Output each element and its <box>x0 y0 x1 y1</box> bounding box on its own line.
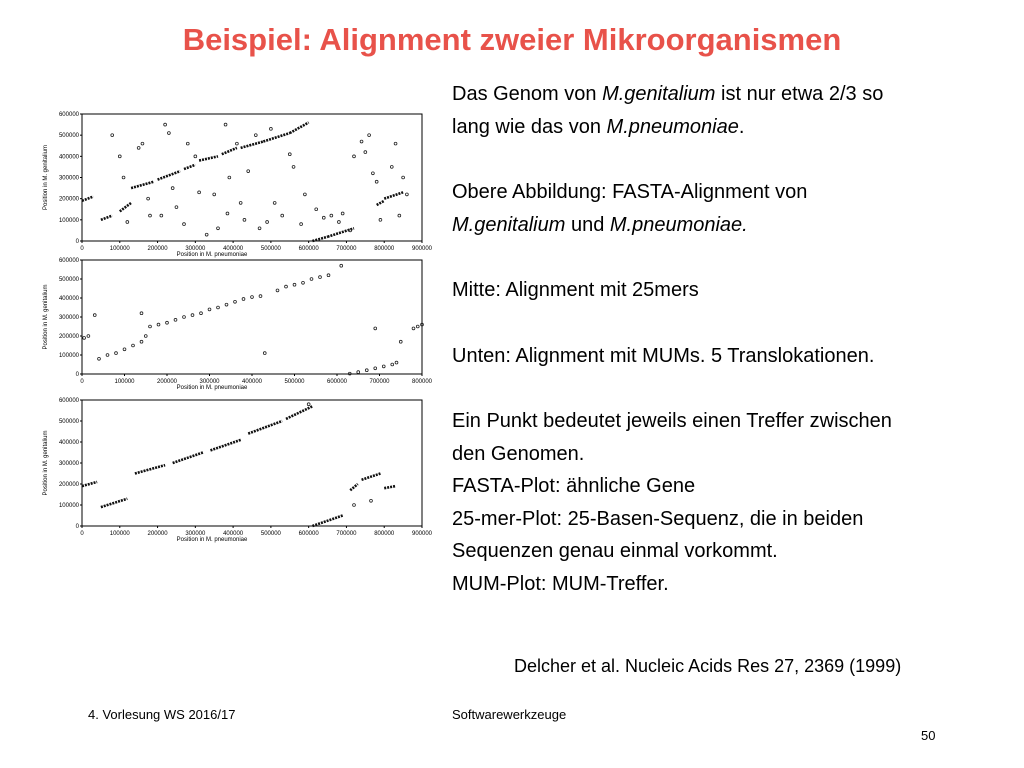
match-point <box>157 323 160 326</box>
reference: Delcher et al. Nucleic Acids Res 27, 2369 (1999) <box>514 656 902 676</box>
match-point <box>416 325 419 328</box>
x-tick-label: 800000 <box>374 531 395 537</box>
text-line <box>452 274 992 307</box>
species-name: M.pneumoniae. <box>609 213 748 236</box>
match-point <box>405 193 408 196</box>
match-point <box>353 504 356 507</box>
x-tick-label: 800000 <box>374 246 395 252</box>
alignment-segment <box>241 142 264 148</box>
x-tick-label: 0 <box>80 531 84 537</box>
x-tick-label: 200000 <box>147 531 168 537</box>
match-point <box>147 197 150 200</box>
match-point <box>174 318 177 321</box>
match-point <box>164 123 167 126</box>
footer-title: Softwarewerkzeuge <box>452 707 567 722</box>
x-tick-label: 200000 <box>147 246 168 252</box>
species-name: M.pneumoniae <box>606 115 739 138</box>
x-tick-label: 500000 <box>284 379 305 385</box>
y-tick-label: 400000 <box>58 440 79 446</box>
match-point <box>402 176 405 179</box>
match-point <box>83 337 86 340</box>
x-tick-label: 400000 <box>241 379 263 385</box>
match-point <box>293 283 296 286</box>
match-point <box>254 134 257 137</box>
x-tick-label: 0 <box>80 379 84 385</box>
species-name: M.genitalium <box>602 83 716 105</box>
y-tick-label: 0 <box>75 372 79 378</box>
match-point <box>391 363 394 366</box>
match-point <box>395 361 398 364</box>
alignment-segment <box>362 474 381 480</box>
text-line <box>452 568 992 601</box>
match-point <box>243 218 246 221</box>
match-point <box>217 227 220 230</box>
alignment-segment <box>135 465 165 473</box>
alignment-segment <box>82 482 97 486</box>
match-point <box>111 134 114 137</box>
match-point <box>340 264 343 267</box>
match-point <box>341 212 344 215</box>
match-point <box>132 344 135 347</box>
match-point <box>310 278 313 281</box>
alignment-segment <box>350 484 358 490</box>
y-tick-label: 100000 <box>58 503 79 509</box>
match-point <box>247 170 250 173</box>
y-tick-label: 0 <box>75 239 79 245</box>
text-run: und <box>565 213 610 236</box>
match-point <box>300 223 303 226</box>
alignment-segment <box>210 440 240 451</box>
text-run: Das Genom von <box>452 83 603 105</box>
y-axis-label: Position in M. genitalium <box>43 284 49 350</box>
text-line <box>452 405 992 438</box>
match-point <box>144 335 147 338</box>
match-point <box>226 212 229 215</box>
y-tick-label: 200000 <box>58 334 79 340</box>
match-point <box>276 289 279 292</box>
x-tick-label: 300000 <box>185 531 206 537</box>
y-tick-label: 600000 <box>58 258 79 264</box>
paragraph-gap <box>452 307 992 340</box>
match-point <box>292 166 295 169</box>
text-run: Ein Punkt bedeutet jeweils einen Treffer zwischen <box>452 410 892 432</box>
alignment-segment <box>184 165 195 169</box>
x-tick-label: 100000 <box>109 246 130 252</box>
match-point <box>87 335 90 338</box>
alignment-segment <box>158 171 181 179</box>
dotplot-panels <box>40 108 450 544</box>
y-tick-label: 300000 <box>58 315 79 321</box>
match-point <box>263 352 266 355</box>
alignment-segment <box>384 486 395 488</box>
match-point <box>183 223 186 226</box>
x-tick-label: 400000 <box>223 531 244 537</box>
match-point <box>140 340 143 343</box>
match-point <box>122 176 125 179</box>
x-tick-label: 800000 <box>411 379 433 385</box>
match-point <box>382 365 385 368</box>
alignment-segment <box>290 122 309 133</box>
x-tick-label: 400000 <box>223 246 244 252</box>
match-point <box>149 325 152 328</box>
match-point <box>225 303 228 306</box>
plot-frame <box>82 400 422 526</box>
match-point <box>149 214 152 217</box>
match-point <box>375 180 378 183</box>
match-point <box>269 127 272 130</box>
match-point <box>390 166 393 169</box>
alignment-segment <box>286 406 312 419</box>
alignment-segment <box>82 197 93 201</box>
match-point <box>288 153 291 156</box>
match-point <box>115 352 118 355</box>
match-point <box>118 155 121 158</box>
match-point <box>266 221 269 224</box>
paragraph-gap <box>452 241 992 274</box>
match-point <box>171 187 174 190</box>
text-line <box>452 438 992 471</box>
match-point <box>167 132 170 135</box>
match-point <box>365 369 368 372</box>
dotplot-panel-3 <box>43 398 433 543</box>
match-point <box>183 316 186 319</box>
y-tick-label: 500000 <box>58 419 79 425</box>
y-tick-label: 200000 <box>58 482 79 488</box>
y-tick-label: 600000 <box>58 398 79 404</box>
alignment-segment <box>328 228 354 236</box>
dotplot-panel-1 <box>43 112 433 258</box>
match-point <box>234 300 237 303</box>
x-tick-label: 900000 <box>411 246 433 252</box>
x-axis-label: Position in M. pneumoniae <box>176 252 248 258</box>
alignment-segment <box>120 203 131 211</box>
x-tick-label: 0 <box>80 246 84 252</box>
match-point <box>330 214 333 217</box>
alignment-segment <box>222 148 237 154</box>
match-point <box>302 281 305 284</box>
match-point <box>123 348 126 351</box>
match-point <box>259 295 262 298</box>
text-run: . <box>738 115 745 138</box>
text-line <box>452 535 992 568</box>
y-tick-label: 100000 <box>58 217 79 224</box>
match-point <box>224 123 227 126</box>
alignment-segment <box>248 421 282 434</box>
match-point <box>353 155 356 158</box>
y-tick-label: 100000 <box>58 353 79 359</box>
match-point <box>315 208 318 211</box>
match-point <box>205 233 208 236</box>
description-text <box>452 78 992 600</box>
alignment-segment <box>173 453 203 464</box>
match-point <box>166 321 169 324</box>
alignment-segment <box>263 133 289 141</box>
match-point <box>200 312 203 315</box>
x-tick-label: 300000 <box>199 379 220 385</box>
match-point <box>398 214 401 217</box>
text-run: Sequenzen genau einmal vorkommt. <box>452 540 778 562</box>
match-point <box>364 151 367 154</box>
text-run: ist nur etwa 2/3 so <box>715 83 884 105</box>
match-point <box>322 216 325 219</box>
match-point <box>251 296 254 299</box>
text-run: den Genomen. <box>452 442 585 465</box>
alignment-segment <box>101 499 127 507</box>
text-run: MUM-Plot: MUM-Treffer. <box>452 572 669 595</box>
x-tick-label: 600000 <box>326 379 348 385</box>
x-tick-label: 300000 <box>185 246 206 252</box>
y-tick-label: 200000 <box>58 196 79 203</box>
species-name: M.genitalium <box>452 213 566 236</box>
plot-frame <box>82 114 422 241</box>
match-point <box>208 308 211 311</box>
text-line <box>452 176 992 209</box>
match-point <box>235 142 238 145</box>
match-point <box>137 146 140 149</box>
y-tick-label: 500000 <box>58 277 79 283</box>
match-point <box>141 142 144 145</box>
alignment-segment <box>384 192 403 198</box>
y-axis-label: Position in M. genitalium <box>43 144 49 211</box>
match-point <box>228 176 231 179</box>
text-line <box>452 111 992 144</box>
match-point <box>394 142 397 145</box>
match-point <box>337 221 340 224</box>
x-tick-label: 100000 <box>114 379 135 385</box>
match-point <box>191 314 194 317</box>
match-point <box>98 357 101 360</box>
match-point <box>93 314 96 317</box>
match-point <box>360 140 363 143</box>
alignment-segment <box>312 516 342 527</box>
x-tick-label: 700000 <box>336 531 357 537</box>
match-point <box>307 403 310 406</box>
x-tick-label: 500000 <box>260 246 281 252</box>
match-point <box>106 354 109 357</box>
text-line <box>452 78 992 111</box>
footer-course: 4. Vorlesung WS 2016/17 <box>88 707 236 722</box>
dotplot-figure <box>40 108 450 549</box>
y-tick-label: 600000 <box>58 112 79 118</box>
match-point <box>368 134 371 137</box>
match-point <box>370 499 373 502</box>
match-point <box>213 193 216 196</box>
match-point <box>198 191 201 194</box>
text-run: Mitte: Alignment mit 25mers <box>452 279 699 301</box>
text-run: lang wie das von <box>452 115 607 138</box>
match-point <box>160 214 163 217</box>
alignment-segment <box>312 237 327 241</box>
match-point <box>242 298 245 301</box>
match-point <box>258 227 261 230</box>
match-point <box>186 142 189 145</box>
alignment-segment <box>101 216 112 220</box>
x-tick-label: 700000 <box>336 246 357 252</box>
text-run: Obere Abbildung: FASTA-Alignment von <box>452 181 808 203</box>
text-run: 25-mer-Plot: 25-Basen-Sequenz, die in beiden <box>452 507 864 530</box>
plot-frame <box>82 260 422 374</box>
x-tick-label: 200000 <box>156 379 178 385</box>
y-tick-label: 300000 <box>58 461 79 467</box>
x-axis-label: Position in M. pneumoniae <box>176 537 248 543</box>
x-axis-label: Position in M. pneumoniae <box>176 385 248 391</box>
alignment-segment <box>199 156 218 160</box>
text-line <box>452 209 992 242</box>
alignment-segment <box>377 201 385 205</box>
x-tick-label: 900000 <box>411 531 433 537</box>
text-line <box>452 470 992 503</box>
match-point <box>374 327 377 330</box>
alignment-segment <box>131 182 154 188</box>
match-point <box>281 214 284 217</box>
x-tick-label: 600000 <box>298 531 319 537</box>
y-tick-label: 500000 <box>58 133 79 140</box>
match-point <box>374 367 377 370</box>
match-point <box>379 218 382 221</box>
match-point <box>327 274 330 277</box>
y-tick-label: 300000 <box>58 175 79 182</box>
y-tick-label: 0 <box>75 524 79 530</box>
match-point <box>357 371 360 374</box>
paragraph-gap <box>452 372 992 405</box>
text-line <box>452 503 992 536</box>
match-point <box>412 327 415 330</box>
x-tick-label: 600000 <box>298 246 319 252</box>
y-tick-label: 400000 <box>58 154 79 161</box>
match-point <box>319 276 322 279</box>
match-point <box>175 206 178 209</box>
y-axis-label: Position in M. genitalium <box>43 430 49 496</box>
x-tick-label: 700000 <box>369 379 390 385</box>
paragraph-gap <box>452 143 992 176</box>
text-run: Unten: Alignment mit MUMs. 5 Translokationen. <box>452 344 875 367</box>
match-point <box>126 221 129 224</box>
match-point <box>303 193 306 196</box>
match-point <box>399 340 402 343</box>
text-run: FASTA-Plot: ähnliche Gene <box>452 475 696 497</box>
match-point <box>273 202 276 205</box>
slide-title: Beispiel: Alignment zweier Mikroorganismen <box>182 22 842 57</box>
x-tick-label: 500000 <box>260 531 281 537</box>
y-tick-label: 400000 <box>58 296 79 302</box>
x-tick-label: 100000 <box>109 531 130 537</box>
text-line <box>452 340 992 373</box>
dotplot-panel-2 <box>43 258 433 391</box>
page-number: 50 <box>921 728 936 743</box>
match-point <box>285 285 288 288</box>
match-point <box>217 306 220 309</box>
match-point <box>239 202 242 205</box>
match-point <box>140 312 143 315</box>
match-point <box>194 155 197 158</box>
match-point <box>371 172 374 175</box>
